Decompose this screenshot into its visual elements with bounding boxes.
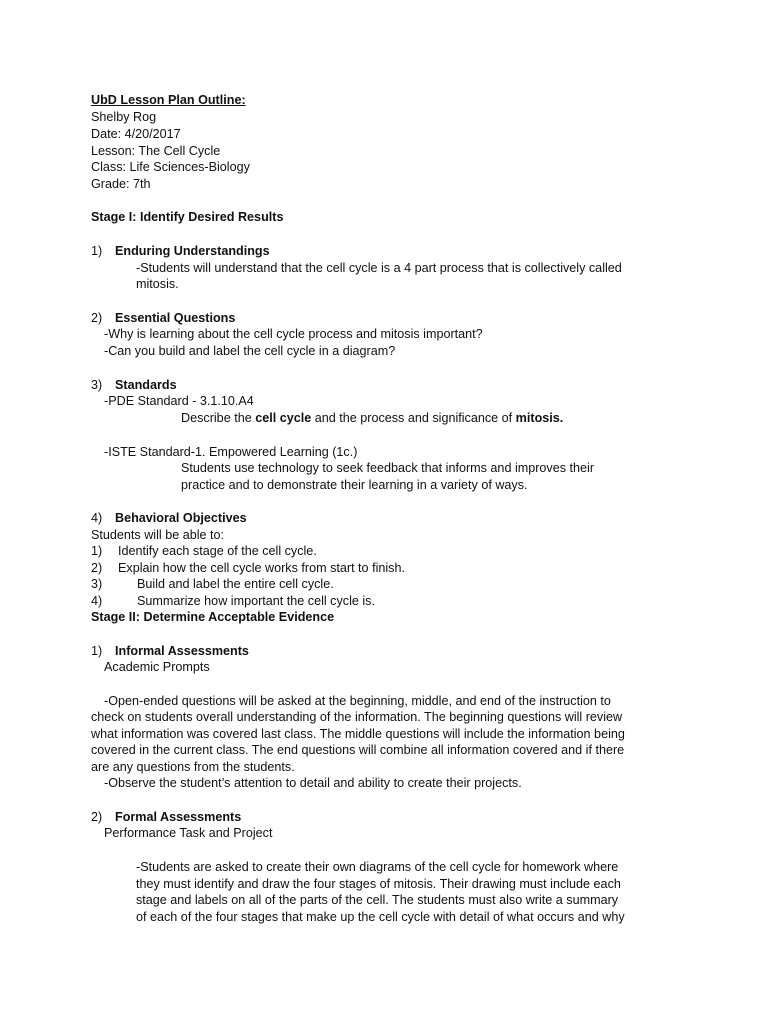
document-title: UbD Lesson Plan Outline:: [91, 93, 246, 107]
objective-number: 4): [91, 594, 103, 608]
section-number: 1): [91, 244, 103, 258]
pde-desc-bold-cell-cycle: cell cycle: [255, 411, 312, 425]
iste-standard: -ISTE Standard-1. Empowered Learning (1c.): [104, 445, 358, 459]
informal-assessments-heading: Informal Assessments: [115, 644, 249, 658]
section-number: 2): [91, 311, 103, 325]
performance-task-label: Performance Task and Project: [104, 826, 273, 840]
section-number: 3): [91, 378, 103, 392]
academic-prompts-label: Academic Prompts: [104, 660, 210, 674]
date-line: Date: 4/20/2017: [91, 127, 181, 141]
grade-line: Grade: 7th: [91, 177, 151, 191]
iste-description-line-1: Students use technology to seek feedback that informs and improves their: [181, 461, 595, 475]
essential-question-1: -Why is learning about the cell cycle process and mitosis important?: [104, 327, 483, 341]
objective-item: Explain how the cell cycle works from start to finish.: [118, 561, 405, 575]
observe-line: -Observe the student’s attention to detail and ability to create their projects.: [104, 776, 522, 790]
section-number: 4): [91, 511, 103, 525]
essential-question-2: -Can you build and label the cell cycle in a diagram?: [104, 344, 396, 358]
informal-paragraph-line: check on students overall understanding of the information. The beginning questions will review: [91, 710, 623, 724]
section-number: 1): [91, 644, 103, 658]
objective-item: Summarize how important the cell cycle is.: [137, 594, 375, 608]
informal-paragraph-line: covered in the current class. The end questions will combine all information covered and if there: [91, 743, 625, 757]
informal-paragraph-line: what information was covered last class. The middle questions will include the information being: [91, 727, 625, 741]
lesson-line: Lesson: The Cell Cycle: [91, 144, 221, 158]
informal-paragraph-line: -Open-ended questions will be asked at the beginning, middle, and end of the instruction to: [104, 694, 611, 708]
objective-item: Build and label the entire cell cycle.: [137, 577, 334, 591]
objective-number: 3): [91, 577, 103, 591]
stage1-heading: Stage I: Identify Desired Results: [91, 210, 284, 224]
enduring-line-1: -Students will understand that the cell cycle is a 4 part process that is collectively called: [136, 261, 622, 275]
objectives-intro: Students will be able to:: [91, 528, 225, 542]
formal-paragraph-line: of each of the four stages that make up the cell cycle with detail of what occurs and why: [136, 910, 625, 924]
pde-desc-bold-mitosis: mitosis.: [515, 411, 564, 425]
stage2-heading: Stage II: Determine Acceptable Evidence: [91, 610, 335, 624]
pde-desc-text: and the process and significance of: [311, 411, 516, 425]
section-number: 2): [91, 810, 103, 824]
pde-desc-text: Describe the: [181, 411, 256, 425]
formal-paragraph-line: they must identify and draw the four stages of mitosis. Their drawing must include each: [136, 877, 621, 891]
class-line: Class: Life Sciences-Biology: [91, 160, 250, 174]
enduring-understandings-heading: Enduring Understandings: [115, 244, 270, 258]
formal-paragraph-line: -Students are asked to create their own diagrams of the cell cycle for homework where: [136, 860, 619, 874]
author-line: Shelby Rog: [91, 110, 157, 124]
objective-number: 2): [91, 561, 103, 575]
formal-assessments-heading: Formal Assessments: [115, 810, 242, 824]
standards-heading: Standards: [115, 378, 177, 392]
objective-number: 1): [91, 544, 103, 558]
enduring-line-2: mitosis.: [136, 277, 179, 291]
informal-paragraph-line: are any questions from the students.: [91, 760, 295, 774]
behavioral-objectives-heading: Behavioral Objectives: [115, 511, 247, 525]
iste-description-line-2: practice and to demonstrate their learning in a variety of ways.: [181, 478, 528, 492]
pde-standard: -PDE Standard - 3.1.10.A4: [104, 394, 254, 408]
pde-standard-description: [181, 410, 563, 427]
objective-item: Identify each stage of the cell cycle.: [118, 544, 317, 558]
formal-paragraph-line: stage and labels on all of the parts of the cell. The students must also write a summary: [136, 893, 619, 907]
essential-questions-heading: Essential Questions: [115, 311, 236, 325]
